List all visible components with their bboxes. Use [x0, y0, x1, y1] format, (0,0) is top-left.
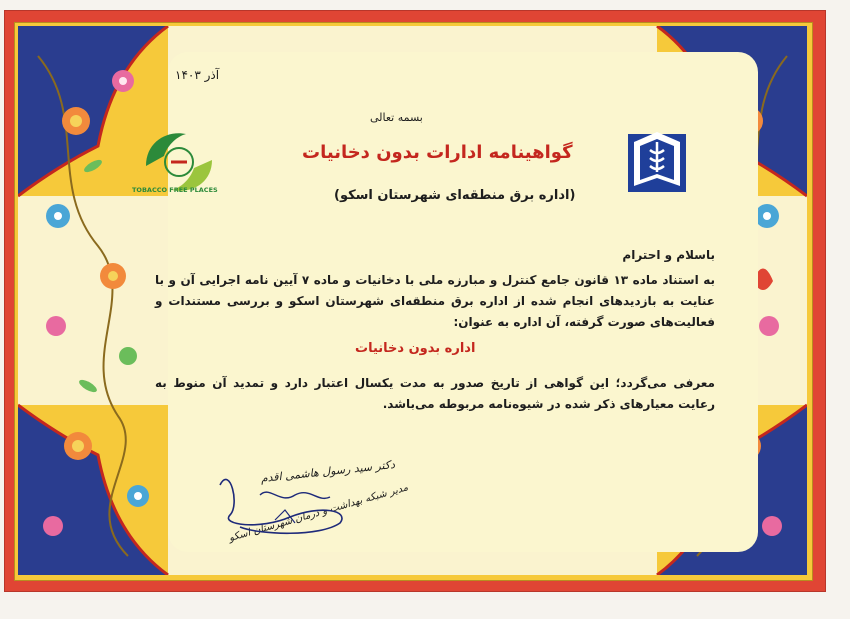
handwritten-signature [200, 455, 360, 540]
university-emblem-icon [626, 124, 688, 196]
body-paragraph-2: معرفی می‌گردد؛ این گواهی از تاریخ صدور به مدت یکسال اعتبار دارد و تمدید آن منوط به رعایت معیارهای ذکر شده در شیوه‌نامه مربوطه می‌باشد. [155, 376, 715, 411]
bismillah-heading: بسمه تعالی [370, 111, 423, 124]
signer-name: دکتر سید رسول هاشمی اقدم [260, 458, 396, 486]
certificate-title: گواهینامه ادارات بدون دخانیات [302, 142, 573, 163]
logo-caption: TOBACCO FREE PLACES [132, 186, 218, 194]
greeting-line: باسلام و احترام [622, 248, 715, 262]
certificate-subtitle: (اداره برق منطقه‌ای شهرستان اسکو) [334, 188, 576, 203]
signer-title: مدیر شبکه بهداشت و درمان شهرستان اسکو [227, 482, 410, 545]
award-heading: اداره بدون دخانیات [355, 341, 476, 356]
body-paragraph-1: به استناد ماده ۱۳ قانون جامع کنترل و مبارزه ملی با دخانیات و ماده ۷ آیین نامه اجرایی آن و با عنایت به بازدیدهای انجام شده از اداره برق منطقه‌ای شهرستان اسکو و بررسی مستندات و فعالیت‌های صورت گرفته، آن اداره به عنوان: [155, 273, 715, 329]
issue-date: آذر ۱۴۰۳ [175, 68, 220, 82]
